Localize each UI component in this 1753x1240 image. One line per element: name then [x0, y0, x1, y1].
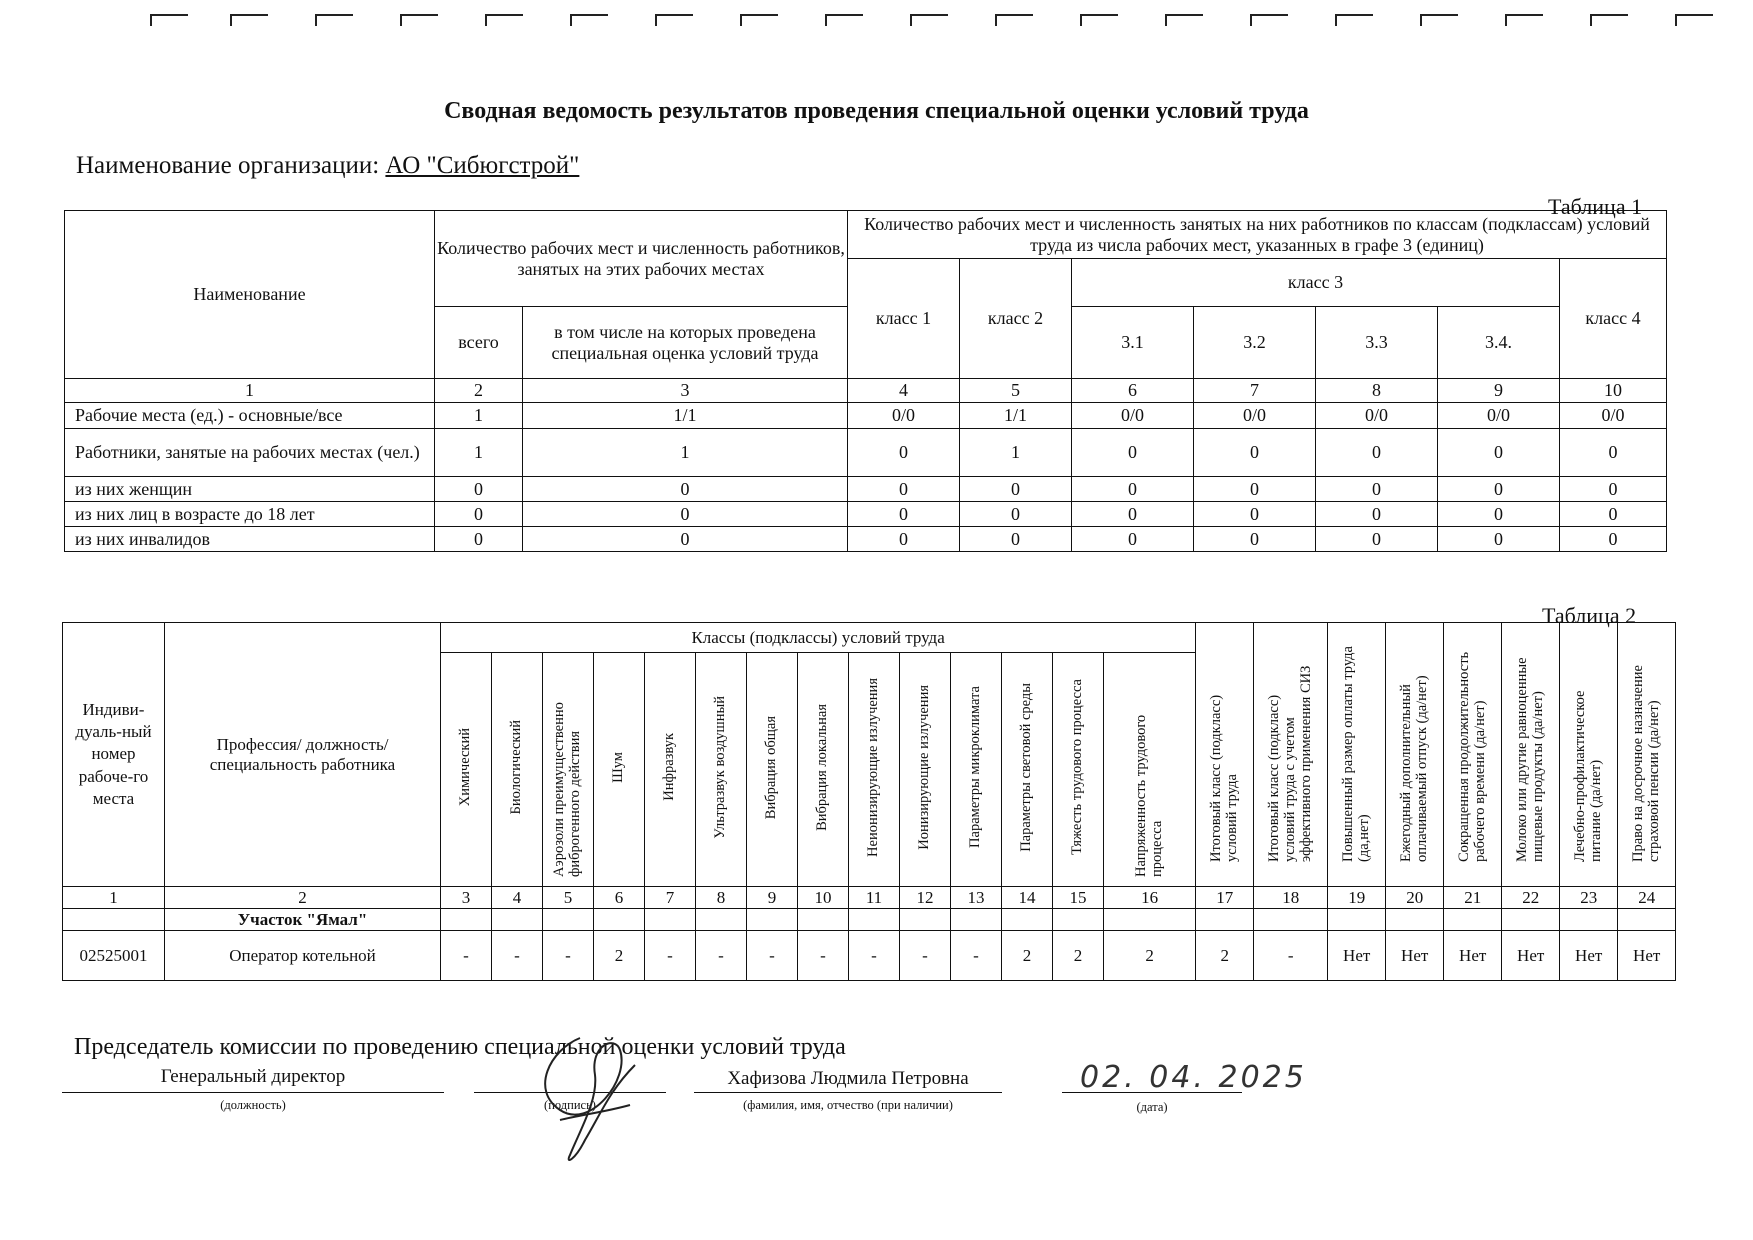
t2-header-extra: Повышенный размер оплаты труда (да,нет): [1339, 646, 1372, 863]
t1-cell: 0/0: [1194, 403, 1316, 429]
t1-cell: 0: [435, 527, 523, 552]
t1-cell: 1: [435, 403, 523, 429]
t2-cell: Нет: [1328, 931, 1386, 981]
t2-colnum: 12: [900, 887, 951, 909]
t2-colnum: 22: [1502, 887, 1560, 909]
organization: [76, 152, 579, 180]
t2-header-classes: Классы (подклассы) условий труда: [441, 623, 1196, 653]
t2-header-factor: Вибрация локальная: [814, 703, 831, 831]
t2-cell: -: [849, 931, 900, 981]
position-line: [62, 1092, 444, 1093]
organization-value: АО "Сибюгстрой": [385, 152, 580, 179]
t2-cell: -: [645, 931, 696, 981]
t2-header-extra: Право на досрочное назначение страховой пенсии (да/нет): [1629, 665, 1662, 863]
chair-caption: Председатель комиссии по проведению специальной оценки условий труда: [74, 1034, 846, 1060]
t2-header-factor: Шум: [610, 751, 627, 783]
t1-colnum: 4: [848, 379, 960, 403]
t1-header-count: Количество рабочих мест и численность работников, занятых на этих рабочих местах: [435, 211, 848, 307]
t1-colnum: 3: [523, 379, 848, 403]
page-title: Сводная ведомость результатов проведения специальной оценки условий труда: [444, 98, 1309, 124]
t2-colnum: 21: [1444, 887, 1502, 909]
t2-header-extra: Ежегодный дополнительный оплачиваемый отпуск (да/нет): [1397, 675, 1430, 863]
t1-row-label: из них лиц в возрасте до 18 лет: [65, 502, 435, 527]
t2-colnum: 1: [63, 887, 165, 909]
t1-cell: 0: [960, 502, 1072, 527]
t2-header-factor: Параметры микроклимата: [967, 686, 984, 849]
t2-cell: 2: [1053, 931, 1104, 981]
t1-cell: 0: [1560, 502, 1667, 527]
t1-cell: 0: [523, 502, 848, 527]
t2-header-extra: Итоговый класс (подкласс) условий труда с учетом эффективного применения СИЗ: [1265, 665, 1314, 863]
t1-cell: 0: [1194, 477, 1316, 502]
t1-row-label: Рабочие места (ед.) - основные/все: [65, 403, 435, 429]
t1-cell: 0: [1438, 502, 1560, 527]
t2-cell: Нет: [1502, 931, 1560, 981]
t2-colnum: 9: [747, 887, 798, 909]
t2-cell: -: [798, 931, 849, 981]
t1-cell: 0/0: [848, 403, 960, 429]
t2-header-factor: Химический: [457, 728, 474, 807]
t2-header-profession: Профессия/ должность/ специальность работника: [165, 623, 441, 887]
t2-workplace-id: 02525001: [63, 931, 165, 981]
t2-colnum: 23: [1560, 887, 1618, 909]
t1-colnum: 7: [1194, 379, 1316, 403]
t1-cell: 0: [848, 477, 960, 502]
t1-header-sub-3-3: 3.3: [1316, 307, 1438, 379]
signature-caption: (подпись): [544, 1098, 596, 1112]
t1-colnum: 6: [1072, 379, 1194, 403]
t2-colnum: 17: [1196, 887, 1254, 909]
t2-colnum: 5: [543, 887, 594, 909]
t2-header-factor: Ультразвук воздушный: [712, 695, 729, 839]
t2-cell: -: [441, 931, 492, 981]
t1-cell: 1: [435, 429, 523, 477]
t1-cell: 0: [1560, 477, 1667, 502]
t1-cell: 0: [1316, 429, 1438, 477]
t2-header-factor: Инфразвук: [661, 733, 678, 802]
t2-cell: -: [696, 931, 747, 981]
t1-colnum: 2: [435, 379, 523, 403]
t2-header-extra: Лечебно-профилактическое питание (да/нет): [1571, 690, 1604, 863]
t1-cell: 0/0: [1438, 403, 1560, 429]
t1-header-name: Наименование: [65, 211, 435, 379]
t2-header-factor: Ионизирующие излучения: [916, 684, 933, 850]
t2-header-factor: Вибрация общая: [763, 715, 780, 819]
t1-cell: 0: [1194, 429, 1316, 477]
table1-label: Таблица 1: [1548, 194, 1643, 219]
t2-cell: Нет: [1618, 931, 1676, 981]
t1-cell: 0/0: [1560, 403, 1667, 429]
t1-header-sub-3-1: 3.1: [1072, 307, 1194, 379]
t2-colnum: 8: [696, 887, 747, 909]
t2-cell: Нет: [1560, 931, 1618, 981]
t1-colnum: 1: [65, 379, 435, 403]
t1-cell: 0: [1438, 527, 1560, 552]
t1-header-sub-3-2: 3.2: [1194, 307, 1316, 379]
t2-colnum: 15: [1053, 887, 1104, 909]
t1-header-class1: класс 1: [848, 259, 960, 379]
t1-cell: 0: [523, 477, 848, 502]
t1-colnum: 9: [1438, 379, 1560, 403]
t1-cell: 1: [960, 429, 1072, 477]
t1-header-classes: Количество рабочих мест и численность занятых на них работников по классам (подклассам) условий труда из числа рабочих мест, указанных в графе 3 (единиц): [848, 211, 1667, 259]
t2-header-factor: Аэрозоли преимущественно фиброгенного действия: [551, 702, 583, 878]
t1-header-sub-3-4: 3.4.: [1438, 307, 1560, 379]
t2-cell: 2: [1002, 931, 1053, 981]
t1-cell: 0: [848, 429, 960, 477]
t1-header-total: всего: [435, 307, 523, 379]
t1-row-label: из них инвалидов: [65, 527, 435, 552]
t1-cell: 0/0: [1072, 403, 1194, 429]
t1-cell: 1/1: [960, 403, 1072, 429]
t1-cell: 0: [1438, 429, 1560, 477]
t1-cell: 0: [523, 527, 848, 552]
table1: [64, 210, 1667, 552]
t1-cell: 1/1: [523, 403, 848, 429]
t2-colnum: 3: [441, 887, 492, 909]
t1-header-class2: класс 2: [960, 259, 1072, 379]
t1-header-class4: класс 4: [1560, 259, 1667, 379]
t1-cell: 0: [1072, 477, 1194, 502]
t2-header-factor: Тяжесть трудового процесса: [1069, 679, 1086, 856]
t1-row-label: Работники, занятые на рабочих местах (чел.): [65, 429, 435, 477]
t2-cell: -: [1254, 931, 1328, 981]
t2-cell: -: [951, 931, 1002, 981]
t2-colnum: 24: [1618, 887, 1676, 909]
t2-header-factor: Параметры световой среды: [1018, 682, 1035, 852]
t1-cell: 0: [848, 527, 960, 552]
t2-profession: Оператор котельной: [165, 931, 441, 981]
t1-colnum: 8: [1316, 379, 1438, 403]
t2-cell: 2: [1104, 931, 1196, 981]
t1-header-class3: класс 3: [1072, 259, 1560, 307]
t1-colnum: 10: [1560, 379, 1667, 403]
position-value: Генеральный директор: [160, 1066, 346, 1087]
t1-cell: 0: [1072, 429, 1194, 477]
t1-cell: 0/0: [1316, 403, 1438, 429]
t1-cell: 0: [1194, 502, 1316, 527]
t1-cell: 0: [1438, 477, 1560, 502]
t2-colnum: 16: [1104, 887, 1196, 909]
date-caption: (дата): [1136, 1100, 1168, 1114]
t2-header-factor: Неионизирующие излучения: [865, 677, 882, 857]
t2-cell: -: [747, 931, 798, 981]
t1-cell: 0: [1560, 527, 1667, 552]
t1-cell: 0: [435, 502, 523, 527]
t2-colnum: 2: [165, 887, 441, 909]
handwritten-signature: [520, 1020, 670, 1170]
t2-header-factor: Биологический: [508, 720, 525, 815]
t1-cell: 0: [1316, 477, 1438, 502]
t1-cell: 0: [848, 502, 960, 527]
t2-cell: Нет: [1386, 931, 1444, 981]
t2-colnum: 6: [594, 887, 645, 909]
t1-cell: 0: [1316, 502, 1438, 527]
t2-colnum: 20: [1386, 887, 1444, 909]
t2-colnum: 11: [849, 887, 900, 909]
t2-cell: 2: [594, 931, 645, 981]
t1-cell: 0: [960, 527, 1072, 552]
t2-cell: -: [492, 931, 543, 981]
t2-header-id: Индиви-дуаль-ный номер рабоче-го места: [63, 623, 165, 887]
t2-section: Участок "Ямал": [165, 909, 441, 931]
t1-cell: 0: [1316, 527, 1438, 552]
t2-header-extra: Итоговый класс (подкласс) условий труда: [1207, 695, 1240, 863]
t2-colnum: 18: [1254, 887, 1328, 909]
t1-cell: 0: [1560, 429, 1667, 477]
t2-header-extra: Молоко или другие равноценные пищевые продукты (да/нет): [1513, 657, 1546, 863]
name-line: [694, 1092, 1002, 1093]
binding-edge: [150, 14, 1740, 32]
t1-cell: 1: [523, 429, 848, 477]
t1-cell: 0: [435, 477, 523, 502]
t1-cell: 0: [1072, 502, 1194, 527]
table2-label: Таблица 2: [1542, 603, 1637, 628]
t2-cell: 2: [1196, 931, 1254, 981]
t2-colnum: 13: [951, 887, 1002, 909]
t2-colnum: 19: [1328, 887, 1386, 909]
name-value: Хафизова Людмила Петровна: [727, 1068, 969, 1089]
t2-header-extra: Сокращенная продолжительность рабочего времени (да/нет): [1455, 652, 1488, 863]
t1-cell: 0: [1072, 527, 1194, 552]
t1-row-label: из них женщин: [65, 477, 435, 502]
t2-header-factor: Напряженность трудового процесса: [1132, 715, 1165, 878]
t2-colnum: 7: [645, 887, 696, 909]
organization-label: Наименование организации:: [76, 152, 380, 179]
t2-cell: -: [900, 931, 951, 981]
table2: [62, 622, 1676, 981]
name-caption: (фамилия, имя, отчество (при наличии): [743, 1098, 953, 1112]
t1-colnum: 5: [960, 379, 1072, 403]
t2-colnum: 4: [492, 887, 543, 909]
date-value: 02. 04. 2025: [1080, 1060, 1307, 1095]
t2-cell: Нет: [1444, 931, 1502, 981]
t1-header-assessed: в том числе на которых проведена специальная оценка условий труда: [523, 307, 848, 379]
t1-cell: 0: [1194, 527, 1316, 552]
t2-colnum: 10: [798, 887, 849, 909]
t1-cell: 0: [960, 477, 1072, 502]
t2-cell: -: [543, 931, 594, 981]
position-caption: (должность): [220, 1098, 286, 1112]
t2-colnum: 14: [1002, 887, 1053, 909]
